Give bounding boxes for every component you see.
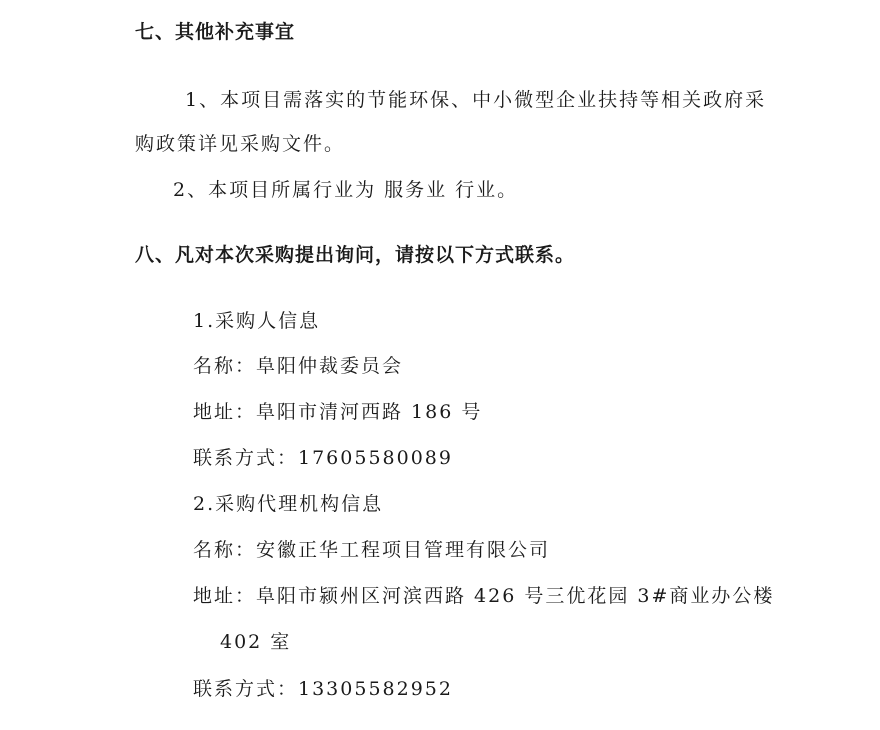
agency-contact: 联系方式：13305582952 bbox=[193, 678, 453, 700]
section-7-item-1-line-2: 购政策详见采购文件。 bbox=[135, 133, 346, 155]
purchaser-name: 名称：阜阳仲裁委员会 bbox=[193, 355, 404, 377]
section-7-item-1-line-1: 1、本项目需落实的节能环保、中小微型企业扶持等相关政府采 bbox=[185, 89, 767, 111]
purchaser-address: 地址：阜阳市清河西路 186 号 bbox=[193, 401, 483, 423]
purchaser-info-title: 1.采购人信息 bbox=[193, 310, 321, 332]
agency-name: 名称：安徽正华工程项目管理有限公司 bbox=[193, 539, 551, 561]
purchaser-contact: 联系方式：17605580089 bbox=[193, 447, 453, 469]
section-8-heading: 八、凡对本次采购提出询问，请按以下方式联系。 bbox=[135, 244, 576, 266]
agency-address-line-1: 地址：阜阳市颍州区河滨西路 426 号三优花园 3#商业办公楼 bbox=[193, 585, 775, 607]
agency-address-line-2: 402 室 bbox=[220, 631, 292, 653]
section-7-item-2: 2、本项目所属行业为 服务业 行业。 bbox=[173, 179, 519, 201]
section-7-heading: 七、其他补充事宜 bbox=[135, 21, 296, 43]
agency-info-title: 2.采购代理机构信息 bbox=[193, 493, 384, 515]
